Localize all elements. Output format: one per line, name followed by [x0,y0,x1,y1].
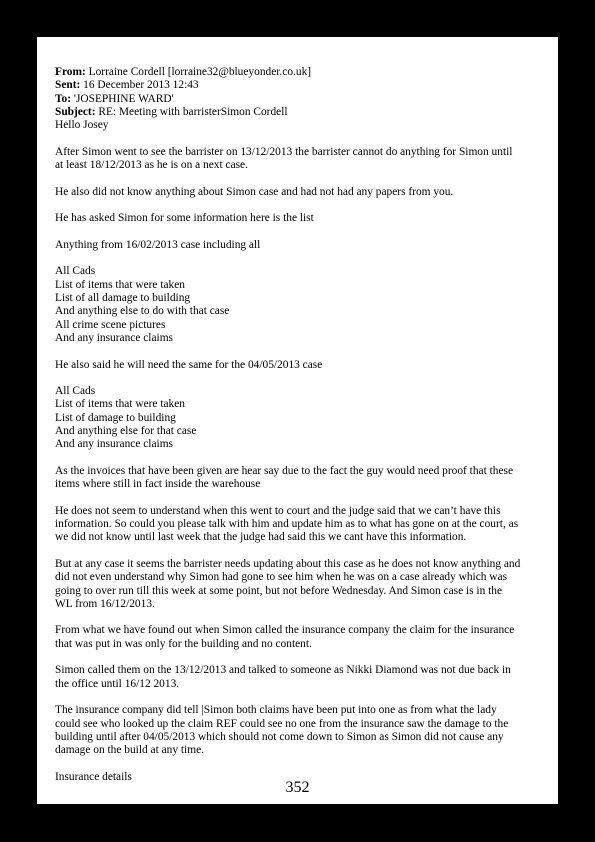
text-line: He has asked Simon for some information here is the list [55,212,314,225]
list-item: List of items that were taken [55,398,186,411]
list-item: And anything else to do with that case [55,305,230,318]
list-item: All crime scene pictures [55,318,166,331]
spacer [55,452,541,465]
spacer [55,545,541,558]
spacer [55,172,541,185]
spacer [55,651,541,664]
text-line: we did not know until last week that the judge had said this we cant have this information. [55,531,467,544]
page-number: 352 [285,779,310,796]
paragraph-2 [55,186,541,199]
from-value: Lorraine Cordell [lorraine32@blueyonder.co.uk] [88,66,312,78]
paragraph-4 [55,239,541,252]
to-line [55,93,541,106]
text-line: He also did not know anything about Simon case and had not had any papers from you. [55,185,454,198]
text-line: that was put in was only for the building and no content. [55,637,312,650]
spacer [55,226,541,239]
spacer [55,757,541,770]
text-line: at least 18/12/2013 as he is on a next case. [55,159,248,172]
text-line: Insurance details [55,770,132,783]
text-line: Anything from 16/02/2013 case including all [55,238,261,251]
paragraph-5 [55,359,541,372]
text-line: going to over run till this week at some point, but not before Wednesday. And Simon case is in the [55,584,503,597]
text-line: From what we have found out when Simon called the insurance company the claim for the insurance [55,624,515,637]
from-line [55,66,541,79]
text-line: could see who looked up the claim REF could see no one from the insurance saw the damage to the [55,717,509,730]
text-line: building until after 04/05/2013 which should not come down to Simon as Simon did not cause any [55,730,504,743]
list-item: And any insurance claims [55,438,173,451]
text-line: As the invoices that have been given are hear say due to the fact the guy would need proof that these [55,464,513,477]
text-line: items where still in fact inside the warehouse [55,478,261,491]
paragraph-8 [55,558,541,611]
spacer [55,132,541,145]
paragraph-9 [55,624,541,651]
subject-value: RE: Meeting with barristerSimon Cordell [98,105,288,118]
text-line: After Simon went to see the barrister on 13/12/2013 the barrister cannot do anything for Simon until [55,145,513,158]
spacer [55,345,541,358]
sent-value: 16 December 2013 12:43 [83,79,199,92]
paragraph-7 [55,505,541,545]
to-label: To: [55,92,72,105]
email-header [55,66,541,132]
to-value: 'JOSEPHINE WARD' [73,92,174,105]
paragraph-10 [55,664,541,691]
paragraph-3 [55,212,541,225]
text-line: information. So could you please talk with him and update him as to what has gone on at the court, as [55,518,519,531]
text-line: damage on the build at any time. [55,744,204,757]
spacer [55,691,541,704]
paragraph-1 [55,146,541,173]
list-item: List of damage to building [55,411,176,424]
greeting: Hello Josey [55,119,109,132]
spacer [55,611,541,624]
text-line: WL from 16/12/2013. [55,597,155,610]
list-1 [55,265,541,345]
text-line: But at any case it seems the barrister needs updating about this case as he does not know anything and [55,557,521,570]
list-item: All Cads [55,265,96,278]
spacer [55,199,541,212]
list-item: And any insurance claims [55,331,173,344]
paragraph-11 [55,704,541,757]
list-2 [55,385,541,451]
list-item: List of items that were taken [55,278,186,291]
spacer [55,252,541,265]
sent-line [55,79,541,92]
spacer [55,372,541,385]
email-content [55,66,541,784]
text-line: He also said he will need the same for the 04/05/2013 case [55,358,323,371]
list-item: List of all damage to building [55,292,191,305]
spacer [55,492,541,505]
text-line: He does not seem to understand when this went to court and the judge said that we can’t have this [55,504,501,517]
list-item: And anything else for that case [55,425,197,438]
list-item: All Cads [55,385,96,398]
subject-label: Subject: [55,105,96,118]
from-label: From: [55,66,86,78]
text-line: The insurance company did tell |Simon both claims have been put into one as from what the lady [55,704,497,717]
text-line: Simon called them on the 13/12/2013 and talked to someone as Nikki Diamond was not due back in [55,664,511,677]
text-line: did not even understand why Simon had gone to see him when he was on a case already which was [55,571,508,584]
paragraph-6 [55,465,541,492]
subject-line [55,106,541,119]
document-page [37,37,558,804]
sent-label: Sent: [55,79,81,92]
text-line: the office until 16/12 2013. [55,677,180,690]
